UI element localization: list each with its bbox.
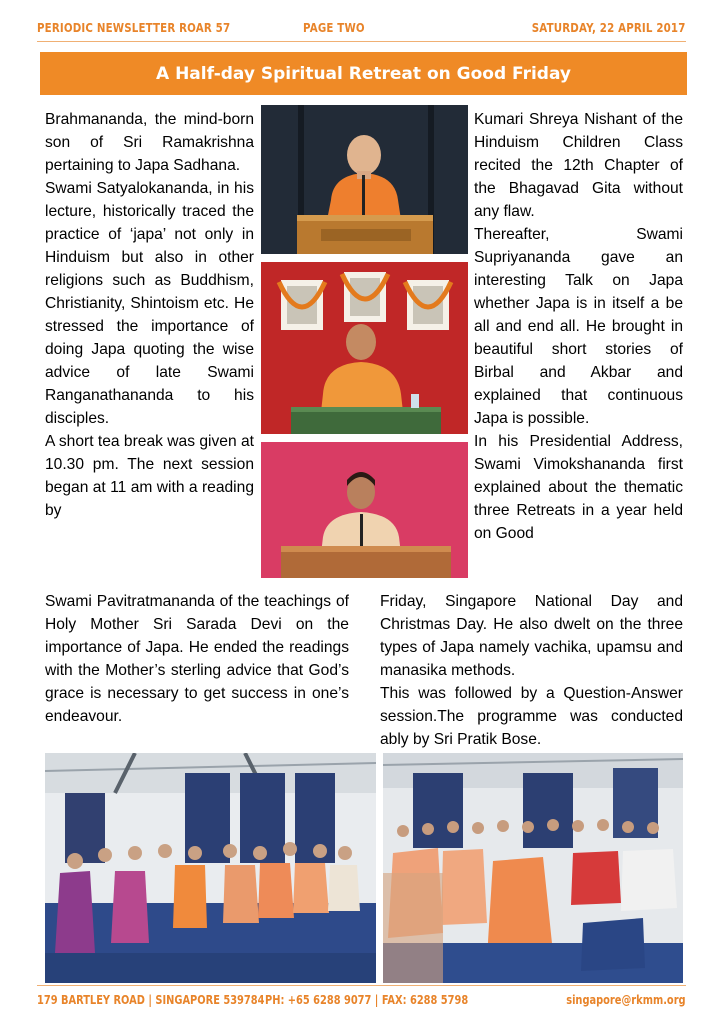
article-title: A Half-day Spiritual Retreat on Good Friday <box>156 63 571 84</box>
issue-date: SATURDAY, 22 APRIL 2017 <box>532 20 686 35</box>
photo-speaker-2 <box>261 262 468 434</box>
paragraph: Swami Pavitratmananda of the teachings of Holy Mother Sri Sarada Devi on the importance of Japa. He ended the readings with the Mother’s sterling advice that God’s grace is necessary to get success in one’s endeavour. <box>45 593 349 725</box>
footer-phone: PH: +65 6288 9077 | FAX: 6288 5798 <box>265 993 469 1007</box>
photo-audience-1 <box>45 753 376 983</box>
title-banner <box>40 52 687 95</box>
photo-girl-reciting <box>261 442 468 578</box>
column-2-top <box>474 108 683 545</box>
page-number: PAGE TWO <box>303 20 365 35</box>
column-2-bottom <box>380 590 683 751</box>
newsletter-issue: PERIODIC NEWSLETTER ROAR 57 <box>37 20 231 35</box>
photo-audience-2 <box>383 753 683 983</box>
photo-speaker-1 <box>261 105 468 254</box>
column-1-top <box>45 108 254 522</box>
paragraph: A short tea break was given at 10.30 pm. The next session began at 11 am with a reading by <box>45 433 254 519</box>
paragraph: Kumari Shreya Nishant of the Hinduism Children Class recited the 12th Chapter of the Bhagavad Gita without any flaw. <box>474 111 683 220</box>
footer-address: 179 BARTLEY ROAD | SINGAPORE 539784 <box>37 993 265 1007</box>
footer-email-link[interactable]: singapore@rkmm.org <box>566 993 686 1007</box>
footer-rule <box>37 985 686 986</box>
header-rule <box>37 41 686 42</box>
paragraph: This was followed by a Question-Answer session.The programme was conducted ably by Sri Pratik Bose. <box>380 685 683 748</box>
paragraph: Friday, Singapore National Day and Christmas Day. He also dwelt on the three types of Japa namely vachika, upamsu and manasika methods. <box>380 593 683 679</box>
paragraph: Thereafter, Swami Supriyananda gave an interesting Talk on Japa whether Japa is in itself a be all and end all. He brought in beautiful short stories of Birbal and Akbar and explained that continuous Japa is possible. <box>474 226 683 427</box>
paragraph: Swami Satyalokananda, in his lecture, historically traced the practice of ‘japa’ not only in Hinduism but also in other religions such as Buddhism, Christianity, Shintoism etc. He stressed the importance of doing Japa quoting the wise advice of late Swami Ranganathananda to his disciples. <box>45 180 254 427</box>
paragraph: Brahmananda, the mind-born son of Sri Ramakrishna pertaining to Japa Sadhana. <box>45 111 254 174</box>
column-1-bottom <box>45 590 349 728</box>
paragraph: In his Presidential Address, Swami Vimokshananda first explained about the thematic three Retreats in a year held on Good <box>474 433 683 542</box>
